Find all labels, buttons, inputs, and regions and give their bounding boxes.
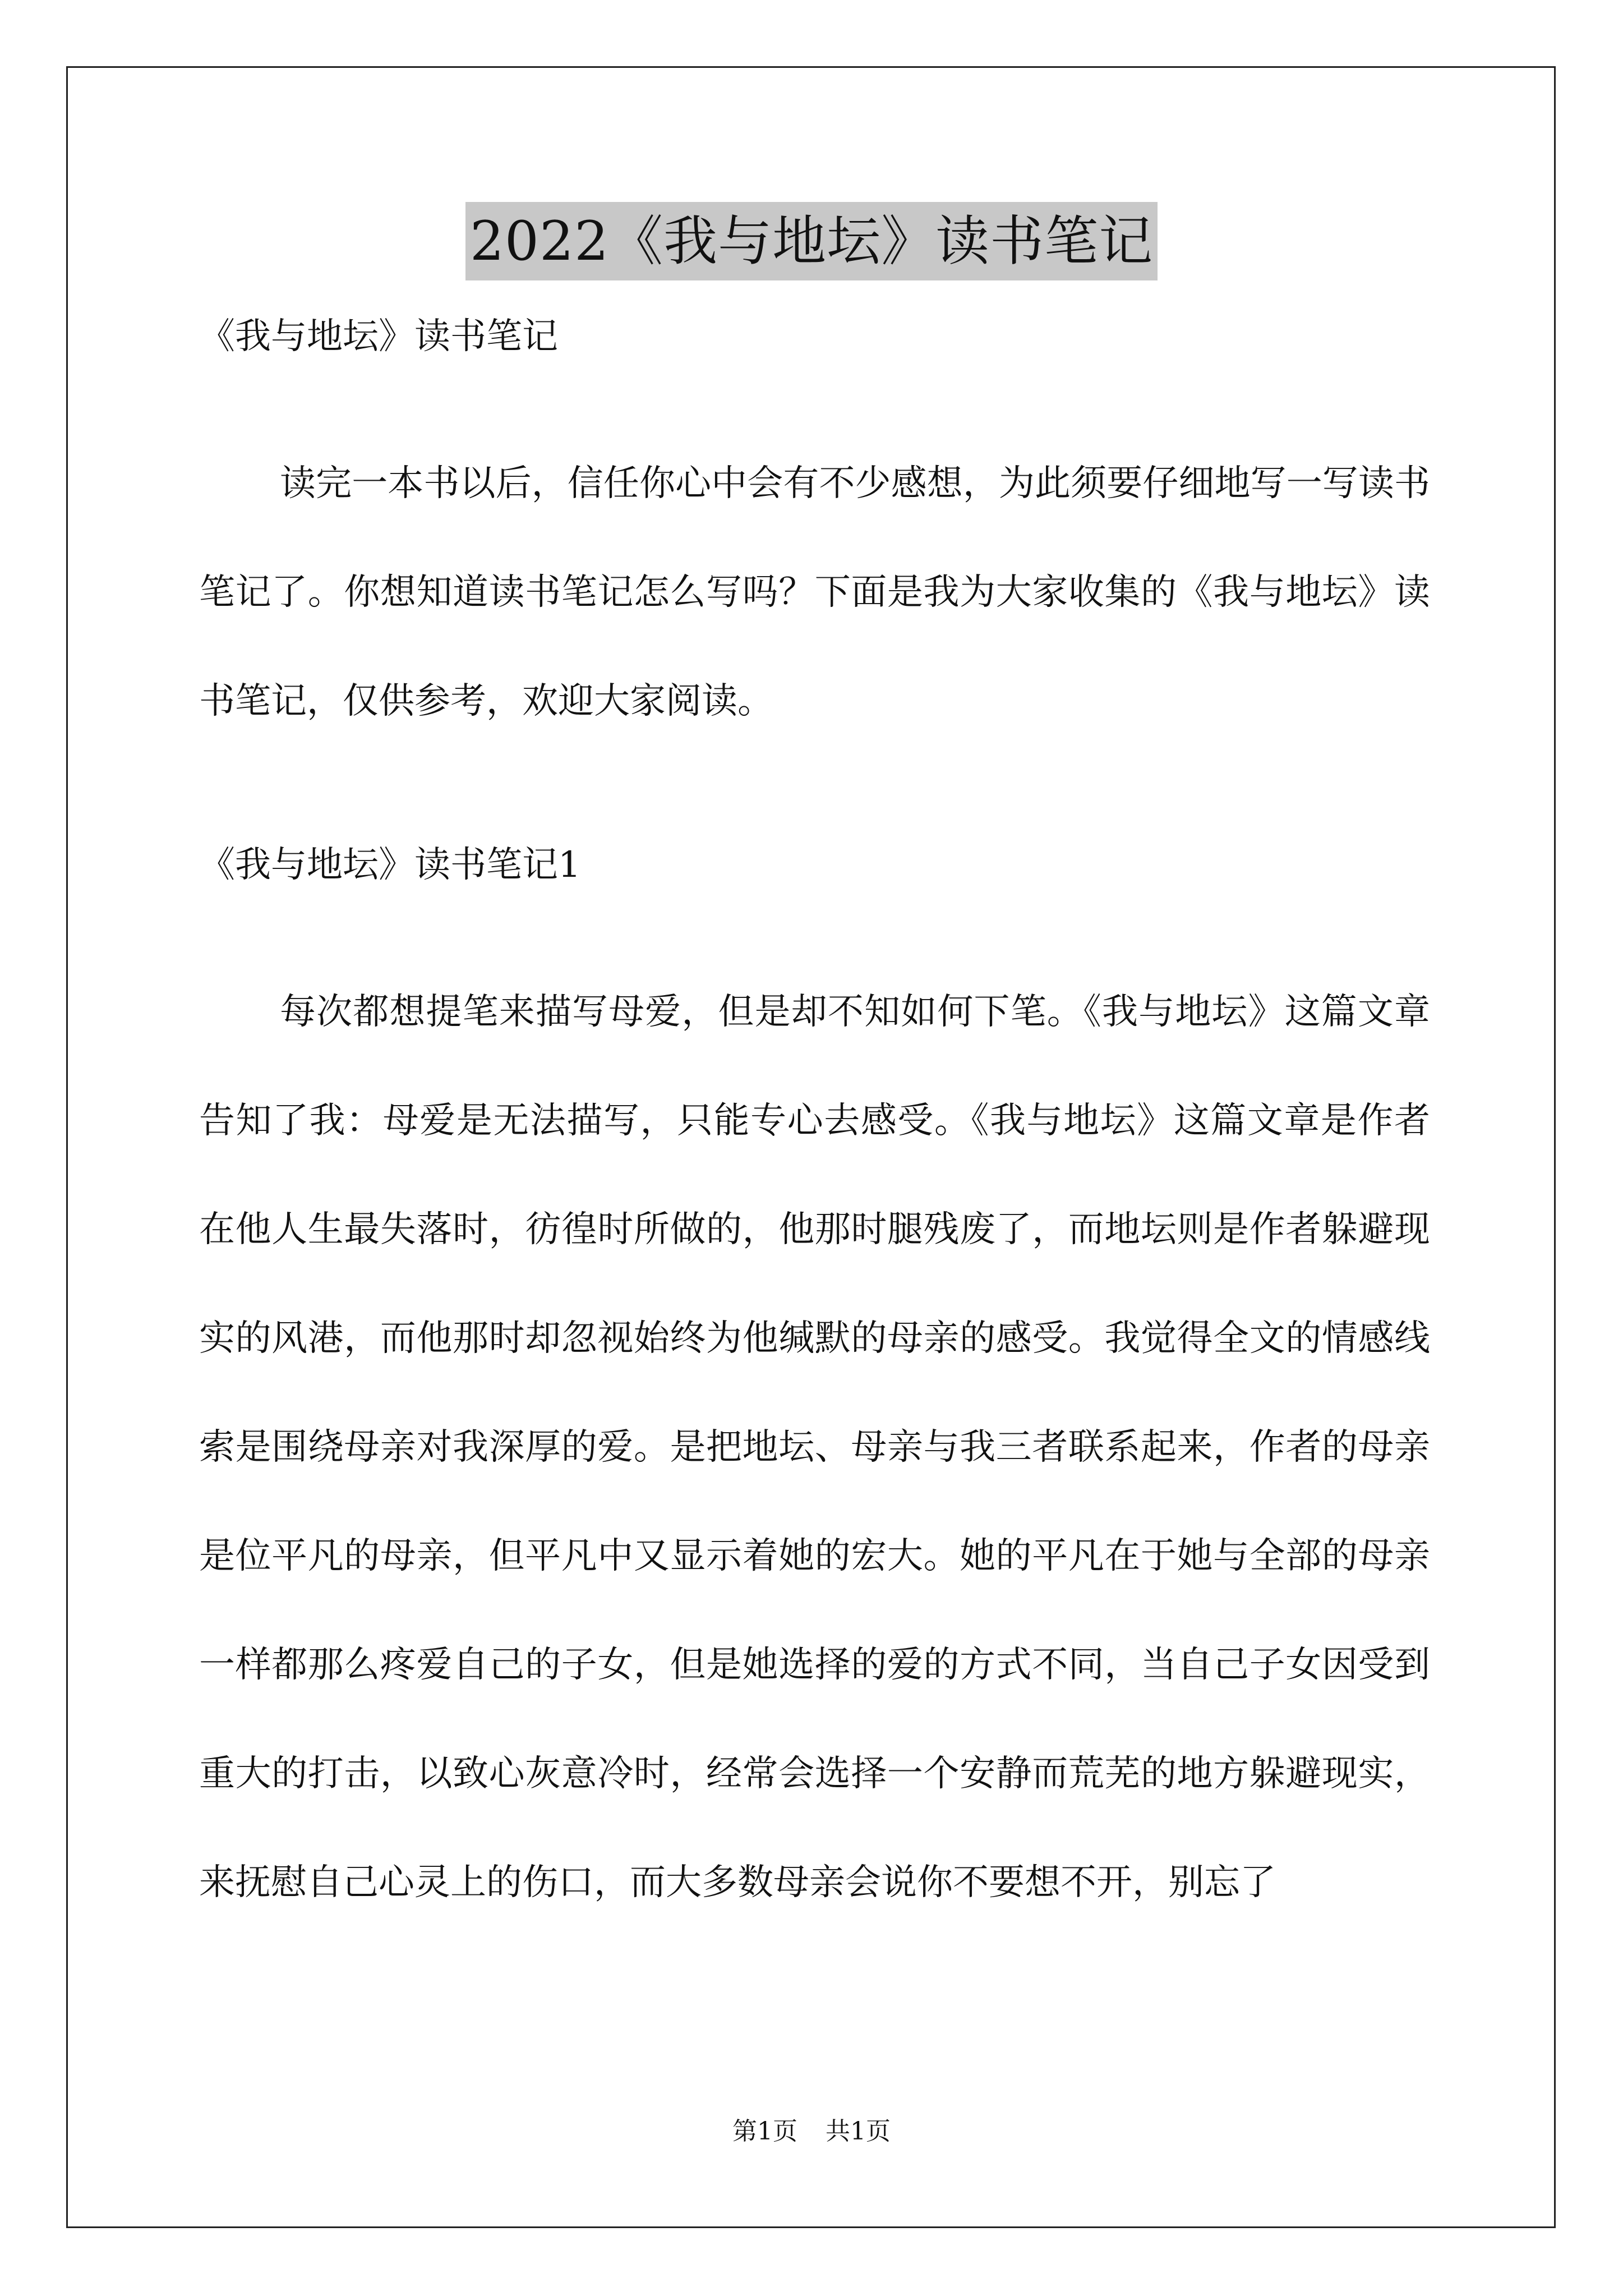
page-number: 第1页 [732,2117,797,2146]
document-title: 2022《我与地坛》读书笔记 [465,202,1158,280]
body-paragraph: 每次都想提笔来描写母爱，但是却不知如何下笔。《我与地坛》这篇文章告知了我：母爱是无法描写，只能专心去感受。《我与地坛》这篇文章是作者在他人生最失落时，彷徨时所做的，他那时腿残废了，而地坛则是作者躲避现实的风港，而他那时却忽视始终为他缄默的母亲的感受。我觉得全文的情感线索是围绕母亲对我深厚的爱。是把地坛、母亲与我三者联系起来，作者的母亲是位平凡的母亲，但平凡中又显示着她的宏大。她的平凡在于她与全部的母亲一样都那么疼爱自己的子女，但是她选择的爱的方式不同，当自己子女因受到重大的打击，以致心灰意冷时，经常会选择一个安静而荒芜的地方躲避现实，来抚慰自己心灵上的伤口，而大多数母亲会说你不要想不开，别忘了 [199,991,1430,1903]
section-heading: 《我与地坛》读书笔记1 [199,844,581,886]
page-footer [0,2115,1623,2148]
document-heading: 《我与地坛》读书笔记 [199,316,558,357]
intro-paragraph: 读完一本书以后，信任你心中会有不少感想，为此须要仔细地写一写读书笔记了。你想知道读书笔记怎么写吗？下面是我为大家收集的《我与地坛》读书笔记，仅供参考，欢迎大家阅读。 [199,463,1430,722]
document-body [199,311,1430,1937]
page-total: 共1页 [826,2117,891,2146]
title-container [0,202,1623,280]
